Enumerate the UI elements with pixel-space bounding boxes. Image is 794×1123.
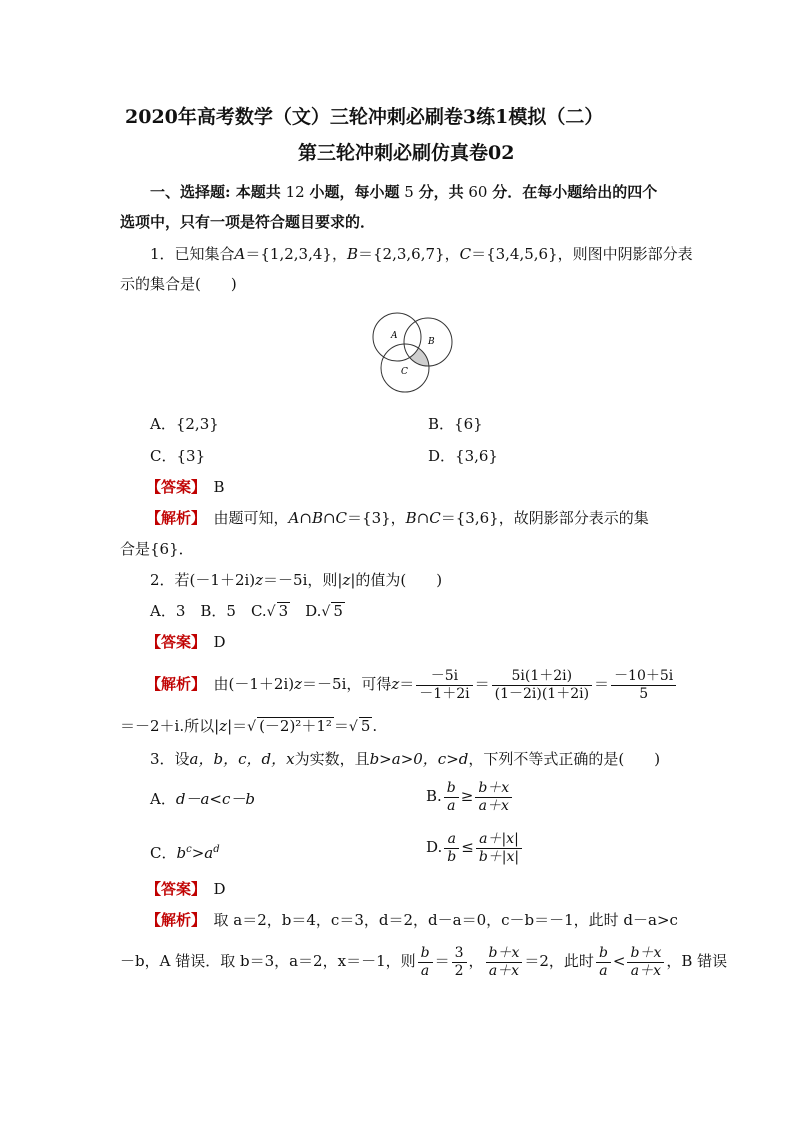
analysis-text: ＝－2＋i.所以|: [120, 717, 220, 735]
denominator: 5: [611, 685, 676, 703]
analysis-text: ＝－5i，可得: [302, 675, 392, 693]
q2-options: [150, 601, 345, 622]
numerator: －5i: [430, 667, 459, 684]
q3-option-b: [426, 778, 514, 815]
q2-analysis-line2: [120, 716, 377, 737]
fraction: [486, 945, 523, 980]
answer-value: D: [213, 880, 226, 898]
denominator: a＋x: [486, 962, 523, 980]
answer-tag: 【答案】: [146, 880, 199, 898]
fraction: [476, 831, 522, 866]
analysis-text: 由(－1＋2i): [213, 675, 295, 693]
q3-option-c: [150, 840, 220, 863]
q3-vars: a，b，c，d，x: [189, 750, 295, 768]
q2-analysis: [146, 666, 678, 703]
fraction: [611, 668, 676, 703]
denominator: b＋|x|: [476, 848, 522, 866]
answer-value: B: [213, 478, 225, 496]
numerator: a: [447, 830, 456, 847]
document-title-line2: 第三轮冲刺必刷仿真卷02: [298, 142, 515, 164]
q2-stem-text: ＝－5i，则|: [263, 571, 343, 589]
q2-answer: [146, 632, 226, 652]
q3-analysis: [146, 910, 678, 930]
q3-stem: [150, 749, 660, 769]
relation: <: [612, 952, 626, 970]
section-header-line2: 选项中，只有一项是符合题目要求的．: [120, 213, 376, 231]
section-header: [150, 182, 657, 202]
equals: ＝: [333, 717, 349, 735]
numerator: b: [420, 944, 430, 961]
section-text: 分，共: [418, 183, 464, 201]
numerator: b＋x: [478, 779, 510, 796]
answer-tag: 【答案】: [146, 633, 199, 651]
section-text: 本题共: [235, 183, 281, 201]
numerator: 5i(1＋2i): [511, 667, 573, 684]
fraction: [627, 945, 664, 980]
q3-option-a: [150, 789, 255, 809]
venn-label-c: C: [401, 367, 408, 377]
equals: ＝: [399, 675, 415, 693]
radicand: 5: [333, 602, 343, 620]
section-text: 小题，每小题: [309, 183, 400, 201]
numerator: b＋x: [630, 944, 662, 961]
analysis-text: ＝{3,6}，故阴影部分表示的集: [440, 509, 649, 527]
sqrt-icon: √: [247, 719, 257, 735]
points-each: 5: [404, 183, 414, 201]
q1-option-c: C．{3}: [150, 447, 206, 465]
q1-analysis-line2: 合是{6}．: [120, 540, 194, 558]
exponent: c: [186, 844, 192, 855]
q3-stem-text: 为实数，且: [294, 750, 370, 768]
q2-options-text: D.: [290, 602, 322, 620]
option-label: B.: [426, 787, 442, 805]
q1-stem: [150, 244, 693, 264]
q2-options-text: A．3 B．5 C.: [150, 602, 267, 620]
exponent: d: [213, 844, 220, 855]
venn-label-b: B: [428, 337, 435, 347]
q1-option-b: B．{6}: [428, 415, 483, 433]
analysis-tag: 【解析】: [146, 509, 199, 527]
relation: >: [191, 844, 205, 862]
analysis-text: ＝2，此时: [524, 952, 594, 970]
analysis-expr: A∩B∩C: [288, 509, 348, 527]
answer-tag: 【答案】: [146, 478, 199, 496]
analysis-tag: 【解析】: [146, 675, 199, 693]
separator: ，: [468, 952, 484, 970]
fraction: [452, 945, 467, 980]
equals: ＝: [594, 675, 610, 693]
denominator: －1＋2i: [416, 685, 472, 703]
q3-analysis-line2: [120, 943, 727, 980]
option-label: C．: [150, 844, 177, 862]
denominator: a＋x: [627, 962, 664, 980]
points-total: 60: [468, 183, 488, 201]
equals: ＝: [474, 675, 490, 693]
q1-stem-text: 1．已知集合: [150, 245, 235, 263]
section-text: 分．在每小题给出的四个: [492, 183, 658, 201]
q1-answer: [146, 477, 225, 497]
sqrt-icon: √: [348, 719, 358, 735]
fraction: [475, 780, 512, 815]
relation: ≤: [461, 838, 474, 856]
question-count: 12: [285, 183, 305, 201]
denominator: a: [418, 962, 433, 980]
q2-stem-text: |的值为( ): [350, 571, 443, 589]
denominator: (1－2i)(1＋2i): [492, 685, 592, 703]
period: .: [372, 717, 378, 735]
set-b: ＝{2,3,6,7}，: [358, 245, 460, 263]
q2-stem: [150, 570, 442, 590]
var-z: z: [342, 571, 351, 589]
var-z: z: [255, 571, 264, 589]
fraction: [418, 945, 433, 980]
sqrt-icon: √: [266, 604, 276, 620]
var-z: z: [219, 717, 228, 735]
q3-condition: b>a>0，c>d: [369, 750, 469, 768]
q3-answer: [146, 879, 226, 899]
fraction: [444, 831, 459, 866]
numerator: －10＋5i: [614, 667, 674, 684]
analysis-text: 取 a＝2，b＝4，c＝3，d＝2，d－a＝0，c－b＝－1，此时 d－a>c: [213, 911, 678, 929]
q1-stem-line2: 示的集合是( ): [120, 275, 237, 293]
fraction: [492, 668, 592, 703]
set-a: ＝{1,2,3,4}，: [245, 245, 347, 263]
denominator: 2: [452, 962, 467, 980]
radicand: 3: [278, 602, 289, 620]
analysis-text: |＝: [227, 717, 248, 735]
option-label: A．: [150, 790, 176, 808]
denominator: b: [444, 848, 459, 866]
q3-option-d: [426, 829, 524, 866]
denominator: a: [596, 962, 611, 980]
section-label: 一、选择题:: [150, 183, 236, 201]
base: b: [176, 844, 187, 862]
base: a: [204, 844, 214, 862]
analysis-tag: 【解析】: [146, 911, 199, 929]
analysis-text: －b，A 错误．取 b＝3，a＝2，x＝－1，则: [120, 952, 416, 970]
numerator: 3: [454, 944, 464, 961]
var-a: A: [234, 245, 246, 263]
analysis-expr: B∩C: [405, 509, 441, 527]
var-b: B: [346, 245, 358, 263]
equals: ＝: [434, 952, 450, 970]
q1-option-d: D．{3,6}: [428, 447, 498, 465]
analysis-text: 由题可知，: [213, 509, 289, 527]
set-c: ＝{3,4,5,6}，则图中阴影部分表: [471, 245, 693, 263]
option-expr: d－a<c－b: [175, 790, 255, 808]
relation: ≥: [460, 787, 474, 805]
fraction: [416, 668, 472, 703]
analysis-text: ＝{3}，: [347, 509, 406, 527]
var-c: C: [459, 245, 472, 263]
q2-stem-text: 2．若(－1＋2i): [150, 571, 256, 589]
answer-value: D: [213, 633, 226, 651]
denominator: a＋x: [475, 797, 512, 815]
radicand: (－2)²＋1²: [259, 717, 332, 735]
q3-stem-text: 3．设: [150, 750, 190, 768]
q3-stem-text: ，下列不等式正确的是( ): [468, 750, 661, 768]
var-z: z: [294, 675, 303, 693]
var-z: z: [391, 675, 400, 693]
analysis-text: ，B 错误: [666, 952, 728, 970]
numerator: b: [598, 944, 608, 961]
fraction: [444, 780, 459, 815]
option-label: D.: [426, 838, 443, 856]
sqrt-icon: √: [321, 604, 331, 620]
q1-option-a: A．{2,3}: [150, 415, 219, 433]
radicand: 5: [360, 717, 371, 735]
venn-label-a: A: [391, 331, 398, 341]
numerator: b＋x: [488, 944, 520, 961]
numerator: a＋|x|: [479, 830, 519, 847]
numerator: b: [446, 779, 456, 796]
fraction: [596, 945, 611, 980]
document-title-line1: 2020年高考数学（文）三轮冲刺必刷卷3练1模拟（二）: [125, 106, 604, 128]
denominator: a: [444, 797, 459, 815]
q1-analysis: [146, 508, 649, 528]
venn-diagram: [370, 310, 456, 396]
